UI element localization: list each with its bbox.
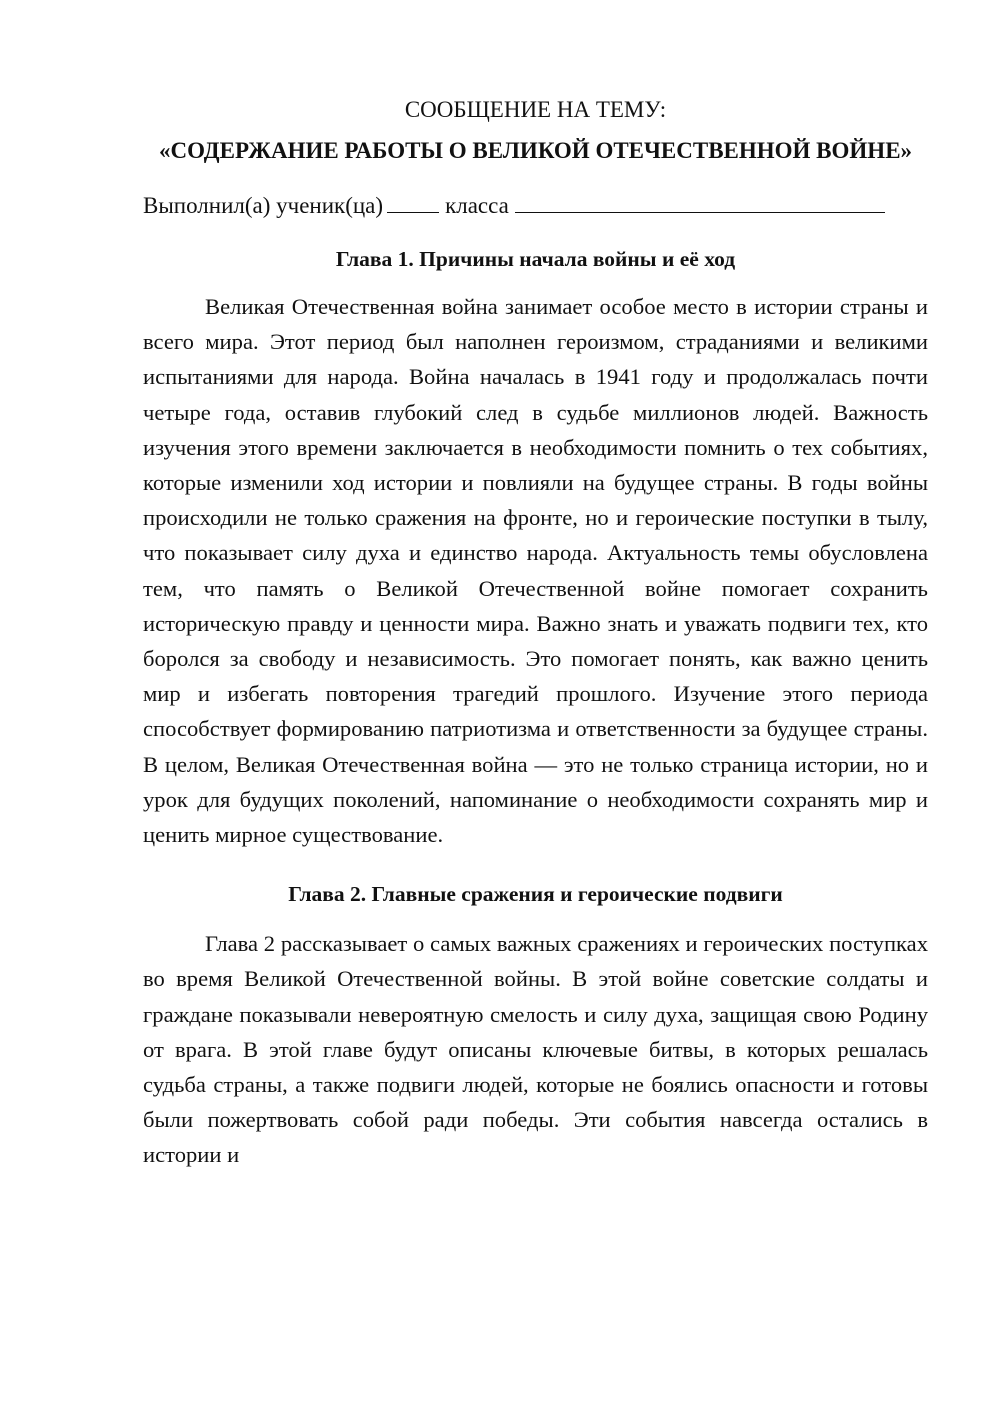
chapter-1-heading: Глава 1. Причины начала войны и её ход: [335, 247, 736, 271]
chapter-1-paragraph: Великая Отечественная война занимает особое место в истории страны и всего мира. Этот период был наполнен героизмом, страданиями и великими испытаниями для народа. Война началась в 1941 году и продолжалась почти четыре года, оставив глубокий след в судьбе миллионов людей. Важность изучения этого времени заключается в необходимости помнить о тех событиях, которые изменили ход истории и повлияли на будущее страны. В годы войны происходили не только сражения на фронте, но и героические поступки в тылу, что показывает силу духа и единство народа. Актуальность темы обусловлена тем, что память о Великой Отечественной войне помогает сохранить историческую правду и ценности мира. Важно знать и уважать подвиги тех, кто боролся за свободу и независимость. Это помогает понять, как важно ценить мир и избегать повторения трагедий прошлого. Изучение этого периода способствует формированию патриотизма и ответственности за будущее страны. В целом, Великая Отечественная война — это не только страница истории, но и урок для будущих поколений, напоминание о необходимости сохранять мир и ценить мирное существование.: [143, 294, 928, 848]
signature-line: [143, 189, 928, 223]
document-title: «СОДЕРЖАНИЕ РАБОТЫ О ВЕЛИКОЙ ОТЕЧЕСТВЕННОЙ ВОЙНЕ»: [158, 138, 913, 163]
class-number-blank: [387, 190, 439, 213]
document-title-line: СООБЩЕНИЕ НА ТЕМУ:: [404, 97, 667, 122]
signature-prefix: Выполнил(а) ученик(ца): [143, 193, 384, 218]
student-name-blank: [515, 190, 885, 213]
signature-class-label: класса: [445, 193, 509, 218]
chapter-2-paragraph: Глава 2 рассказывает о самых важных сражениях и героических поступках во время Великой Отечественной войны. В этой войне советские солдаты и граждане показывали невероятную смелость и силу духа, защищая свою Родину от врага. В этой главе будут описаны ключевые битвы, в которых решалась судьба страны, а также подвиги людей, которые не боялись опасности и готовы были пожертвовать собой ради победы. Эти события навсегда остались в истории и: [143, 931, 928, 1168]
chapter-2-heading: Глава 2. Главные сражения и героические подвиги: [288, 882, 783, 907]
document-content: [143, 92, 928, 1173]
